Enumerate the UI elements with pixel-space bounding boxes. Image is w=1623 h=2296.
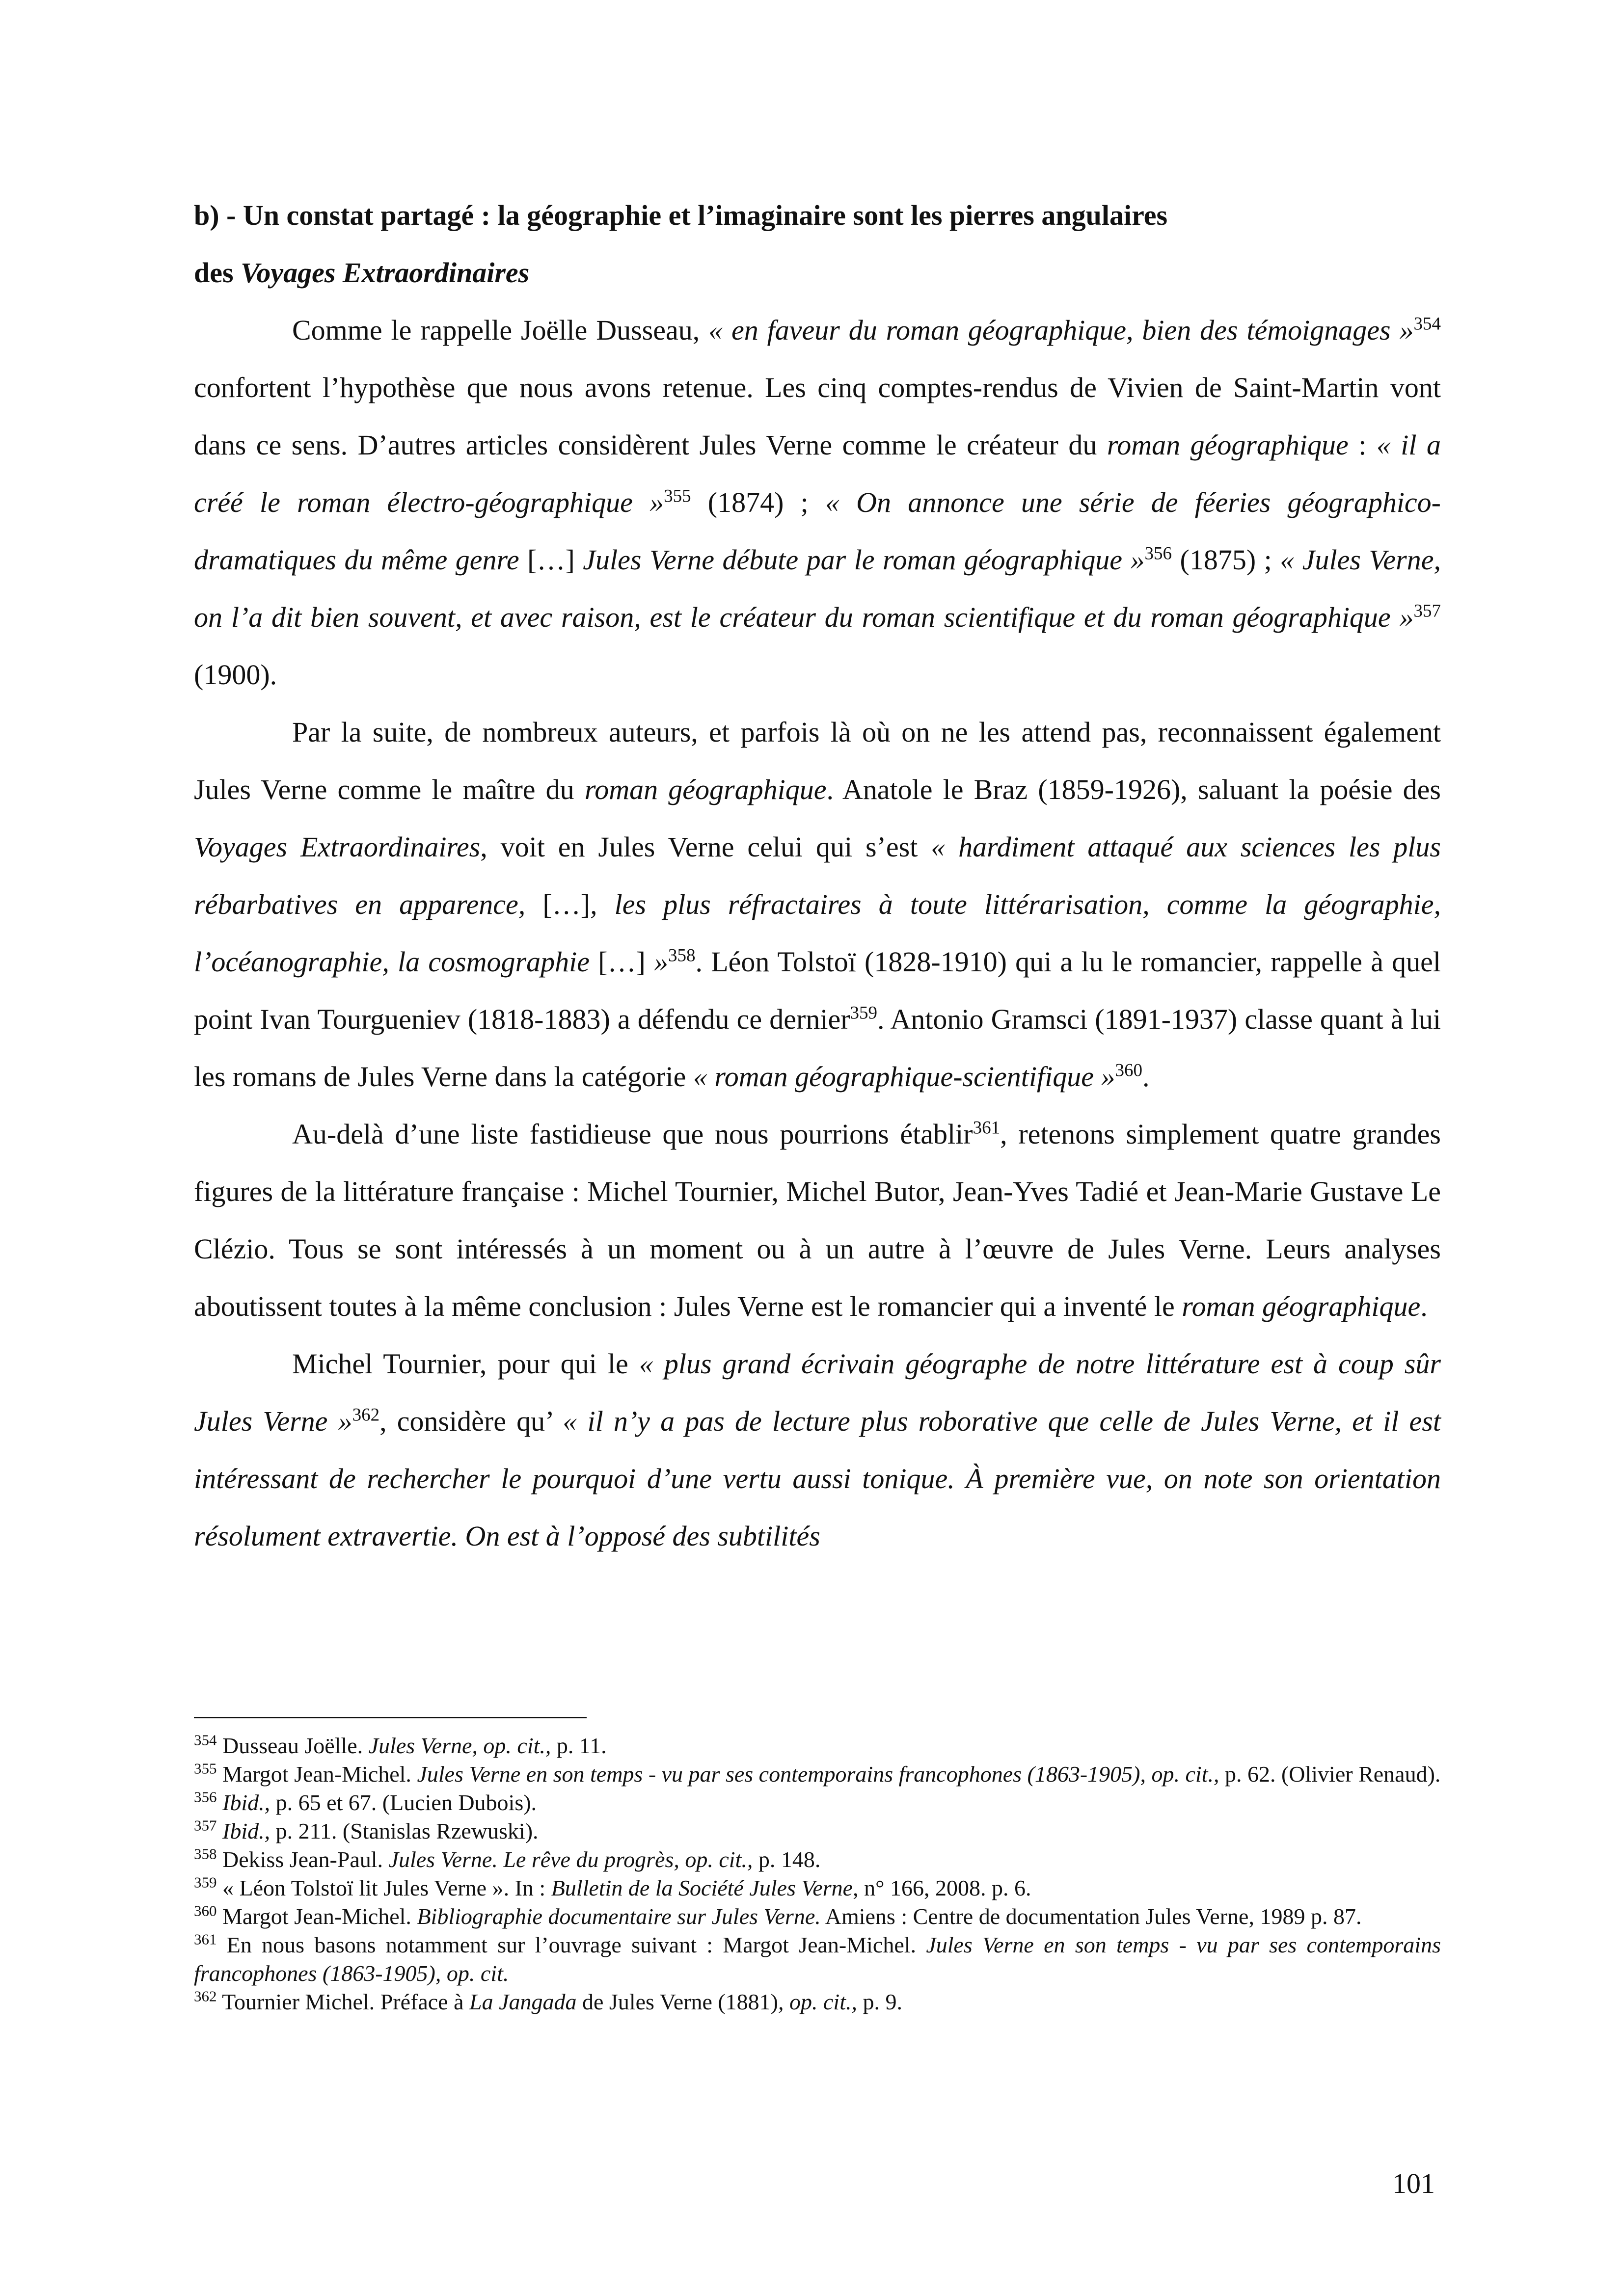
italic-text: Jules Verne en son temps - vu par ses contemporains francophones (1863-1905), op. cit., xyxy=(417,1762,1219,1787)
italic-text: « plus grand écrivain géographe de notre littérature est à coup sûr Jules Verne » xyxy=(194,1348,1441,1437)
italic-text: Jules Verne en son temps - vu par ses contemporains francophones (1863-1905), op. cit. xyxy=(194,1932,1441,1986)
italic-text: Voyages Extraordinaires xyxy=(194,831,481,863)
text-run: p. 65 et 67. (Lucien Dubois). xyxy=(270,1790,537,1815)
italic-text: Ibid., xyxy=(222,1818,270,1843)
footnote-number: 356 xyxy=(194,1788,217,1806)
footnote-reference[interactable]: 354 xyxy=(1413,314,1441,334)
footnote-356 xyxy=(194,1789,1441,1817)
text-run: (1874) ; xyxy=(691,486,825,518)
italic-text: Ibid., xyxy=(222,1790,270,1815)
paragraph-p3 xyxy=(194,1105,1441,1335)
italic-text: , op. cit., xyxy=(778,1989,857,2014)
footnote-360 xyxy=(194,1902,1441,1931)
italic-text: Jules Verne, op. cit., xyxy=(368,1733,551,1758)
italic-text: La Jangada xyxy=(469,1989,577,2014)
text-run: . Anatole le Braz (1859-1926), saluant la poésie des xyxy=(826,774,1441,805)
section-heading-italic-title: Voyages Extraordinaires xyxy=(241,257,530,289)
paragraph-p2 xyxy=(194,703,1441,1105)
italic-text: « hardiment attaqué aux sciences les plus rébarbatives en apparence, xyxy=(194,831,1441,920)
section-heading-line1: b) - Un constat partagé : la géographie et l’imaginaire sont les pierres angulaires xyxy=(194,199,1168,231)
text-run: . Léon Tolstoï (1828-1910) qui a lu le romancier, rappelle à quel point Ivan Tourgueniev (1818-1883) a défendu ce dernier xyxy=(194,946,1441,1035)
section-heading-line2 xyxy=(194,244,1441,301)
footnote-number: 362 xyxy=(194,1987,217,2005)
italic-text: roman géographique xyxy=(1107,429,1349,461)
text-run: Michel Tournier, pour qui le xyxy=(292,1348,639,1380)
footnote-358 xyxy=(194,1845,1441,1874)
main-text xyxy=(194,187,1441,1565)
italic-text: Bibliographie documentaire sur Jules Verne. xyxy=(417,1904,821,1929)
text-run: : xyxy=(1348,429,1377,461)
footnote-354 xyxy=(194,1732,1441,1760)
text-run: « Léon Tolstoï lit Jules Verne ». In : xyxy=(216,1875,551,1900)
text-run: , voit en Jules Verne celui qui s’est xyxy=(480,831,931,863)
text-run: . xyxy=(1420,1290,1428,1322)
footnote-reference[interactable]: 360 xyxy=(1115,1060,1142,1081)
italic-text: roman géographique xyxy=(584,774,827,805)
italic-text: « On annonce une série de féeries géographico-dramatiques du même genre xyxy=(194,486,1441,576)
footnote-number: 360 xyxy=(194,1902,217,1920)
text-run: […] xyxy=(527,544,575,576)
text-run: p. 211. (Stanislas Rzewuski). xyxy=(270,1818,539,1843)
section-heading xyxy=(194,187,1441,301)
footnote-number: 354 xyxy=(194,1731,217,1749)
text-run: Dekiss Jean-Paul. xyxy=(216,1847,389,1872)
footnote-reference[interactable]: 356 xyxy=(1144,543,1172,564)
text-run: Tournier Michel. Préface à xyxy=(216,1989,469,2014)
footnote-number: 359 xyxy=(194,1873,217,1891)
italic-text: roman géographique xyxy=(1182,1290,1421,1322)
footnote-number: 355 xyxy=(194,1760,217,1777)
footnote-357 xyxy=(194,1817,1441,1845)
footnote-reference[interactable]: 357 xyxy=(1413,601,1441,621)
italic-text: » xyxy=(654,946,669,978)
text-run: En nous basons notamment sur l’ouvrage suivant : Margot Jean-Michel. xyxy=(216,1932,926,1957)
text-run: (1875) ; xyxy=(1172,544,1280,576)
text-run: […] xyxy=(598,946,654,978)
footnote-reference[interactable]: 355 xyxy=(664,486,691,507)
text-run: confortent l’hypothèse que nous avons retenue. Les cinq comptes-rendus de Vivien de Saint-Martin vont dans ce sens. D’autres articles considèrent Jules Verne comme le créateur du xyxy=(194,372,1441,461)
section-heading-prefix: des xyxy=(194,257,241,289)
text-run: , considère qu’ xyxy=(379,1405,563,1437)
footnote-separator xyxy=(194,1717,587,1718)
text-run: […] xyxy=(542,888,591,920)
footnote-reference[interactable]: 359 xyxy=(850,1003,878,1023)
page-number: 101 xyxy=(1392,2167,1435,2199)
italic-text: , les plus réfractaires à toute littérarisation, comme la géographie, l’océanographie, la cosmographie xyxy=(194,888,1441,978)
text-run: p. 11. xyxy=(551,1733,607,1758)
italic-text: Jules Verne. Le rêve du progrès, op. cit., xyxy=(388,1847,753,1872)
text-run: Au-delà d’une liste fastidieuse que nous pourrions établir xyxy=(292,1118,973,1150)
footnote-359 xyxy=(194,1874,1441,1902)
footnote-reference[interactable]: 362 xyxy=(352,1405,380,1425)
text-run: Dusseau Joëlle. xyxy=(216,1733,369,1758)
italic-text: « Jules Verne, on l’a dit bien souvent, et avec raison, est le créateur du roman scientifique et du roman géographique » xyxy=(194,544,1441,633)
footnote-number: 358 xyxy=(194,1845,217,1863)
text-run: Comme le rappelle Joëlle Dusseau, xyxy=(292,314,709,346)
italic-text: « roman géographique-scientifique » xyxy=(693,1061,1115,1093)
footnote-reference[interactable]: 361 xyxy=(973,1118,1001,1138)
text-run: Margot Jean-Michel. xyxy=(216,1762,417,1787)
text-run: de Jules Verne (1881) xyxy=(576,1989,778,2014)
text-run: (1900). xyxy=(194,659,277,691)
italic-text: « il n’y a pas de lecture plus roborative que celle de Jules Verne, et il est intéressant de rechercher le pourquoi d’une vertu aussi tonique. À première vue, on note son orientation résolument extravertie. On est à l’opposé des subtilités xyxy=(194,1405,1441,1552)
text-run: , retenons simplement quatre grandes figures de la littérature française : Michel Tournier, Michel Butor, Jean-Yves Tadié et Jean-Marie Gustave Le Clézio. Tous se sont intéressés à un moment ou à un autre à l’œuvre de Jules Verne. Leurs analyses aboutissent toutes à la même conclusion : Jules Verne est le romancier qui a inventé le xyxy=(194,1118,1441,1322)
italic-text: Bulletin de la Société Jules Verne xyxy=(551,1875,853,1900)
italic-text: « il a créé le roman électro-géographique » xyxy=(194,429,1441,518)
text-run: p. 9. xyxy=(857,1989,902,2014)
footnote-355 xyxy=(194,1760,1441,1789)
text-run: . Antonio Gramsci (1891-1937) classe quant à lui les romans de Jules Verne dans la catégorie xyxy=(194,1003,1441,1093)
footnote-reference[interactable]: 358 xyxy=(668,945,696,966)
footnote-361 xyxy=(194,1931,1441,1988)
text-run xyxy=(217,1818,223,1843)
paragraph-p1 xyxy=(194,301,1441,703)
text-run: Margot Jean-Michel. xyxy=(216,1904,417,1929)
italic-text: Jules Verne débute par le roman géographique » xyxy=(574,544,1145,576)
text-run: p. 62. (Olivier Renaud). xyxy=(1219,1762,1441,1787)
italic-text: « en faveur du roman géographique, bien des témoignages » xyxy=(708,314,1414,346)
footnote-362 xyxy=(194,1988,1441,2016)
text-run: . xyxy=(1142,1061,1150,1093)
text-run: p. 148. xyxy=(753,1847,821,1872)
body-paragraphs xyxy=(194,301,1441,1565)
footnote-number: 361 xyxy=(194,1930,217,1948)
text-run: Par la suite, de nombreux auteurs, et parfois là où on ne les attend pas, reconnaissent également Jules Verne comme le maître du xyxy=(194,716,1441,805)
text-run xyxy=(217,1790,223,1815)
text-run: Amiens : Centre de documentation Jules Verne, 1989 p. 87. xyxy=(820,1904,1362,1929)
footnotes xyxy=(194,1732,1441,2016)
footnote-number: 357 xyxy=(194,1816,217,1834)
paragraph-p4 xyxy=(194,1335,1441,1565)
text-run: , n° 166, 2008. p. 6. xyxy=(853,1875,1031,1900)
